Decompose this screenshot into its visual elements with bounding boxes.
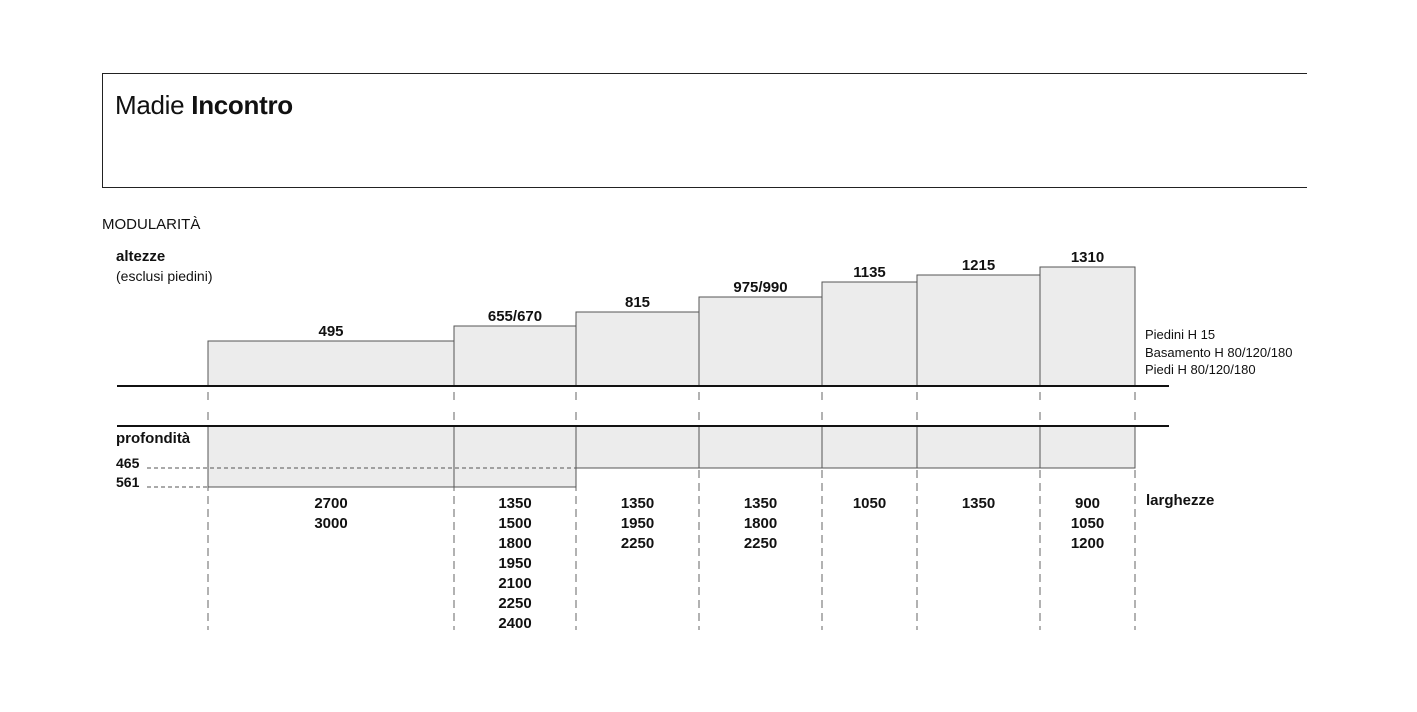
height-module [699,297,822,386]
height-value: 655/670 [487,308,543,325]
height-module [1040,267,1135,386]
depth-label: profondità [116,430,191,447]
width-value: 1950 [498,555,532,572]
height-module [822,282,917,386]
width-value: 2250 [743,535,778,552]
height-value: 1215 [961,257,996,274]
width-value: 2100 [498,575,532,592]
width-value: 1800 [498,535,532,552]
width-value: 1050 [1070,515,1105,532]
width-value: 1500 [498,515,532,532]
width-value: 1050 [852,495,887,512]
width-value: 1350 [620,495,655,512]
width-value: 1350 [743,495,778,512]
width-value: 2400 [498,615,532,632]
width-value: 900 [1074,495,1101,512]
height-value: 1310 [1070,249,1105,266]
width-value: 3000 [314,515,348,532]
width-value: 1800 [743,515,778,532]
widths-label: larghezze [1146,492,1215,509]
depth-module [576,426,699,468]
heights-label: altezze [116,248,166,265]
depth-module [454,426,576,487]
depth-value-465: 465 [116,455,140,471]
width-value: 2250 [498,595,532,612]
note-piedini: Piedini H 15 [1145,327,1216,342]
height-module [917,275,1040,386]
height-value: 975/990 [733,279,788,296]
depth-module [822,426,917,468]
depth-module [208,426,454,487]
depth-module [1040,426,1135,468]
note-piedi: Piedi H 80/120/180 [1145,362,1256,377]
width-value: 1350 [961,495,996,512]
width-value: 1200 [1070,535,1105,552]
height-value: 495 [318,323,344,340]
heights-sublabel: (esclusi piedini) [116,268,213,284]
note-basamento: Basamento H 80/120/180 [1145,344,1293,360]
width-value: 2250 [620,535,655,552]
depth-value-561: 561 [116,474,140,490]
depth-module [917,426,1040,468]
height-module [208,341,454,386]
height-value: 1135 [853,264,886,281]
title-light: Madie [115,90,185,120]
title-bold: Incontro [191,90,293,120]
depth-module [699,426,822,468]
width-value: 1950 [620,515,655,532]
width-value: 1350 [498,495,532,512]
height-module [454,326,576,386]
width-value: 2700 [314,495,348,512]
height-value: 815 [624,294,651,311]
section-label: MODULARITÀ [102,216,201,233]
height-module [576,312,699,386]
